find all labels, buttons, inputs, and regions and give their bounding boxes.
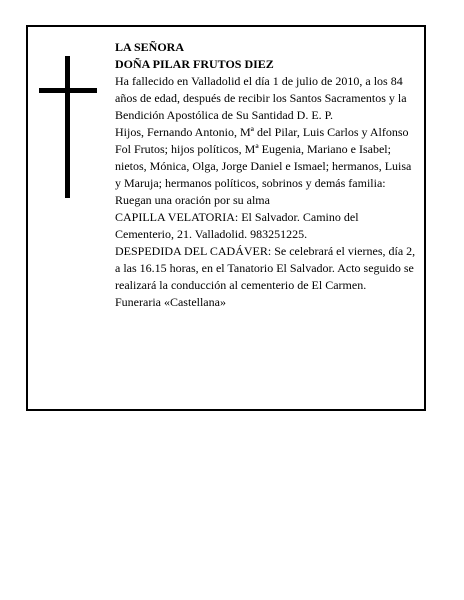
death-announcement: Ha fallecido en Valladolid el día 1 de julio de 2010, a los 84 años de edad, después de recibir los Santos Sacramentos y la Bendición Apostólica de Su Santidad D. E. P. (115, 74, 407, 122)
notice-title: LA SEÑORA (115, 40, 185, 54)
cross-icon (39, 56, 97, 198)
family-list: Hijos, Fernando Antonio, Mª del Pilar, Luis Carlos y Alfonso Fol Frutos; hijos políticos, Mª Eugenia, Mariano e Isabel; nietos, Mónica, Olga, Jorge Daniel e Ismael; hermanos, Luisa y Maruja; hermanos políticos, sobrinos y demás familia: (115, 125, 412, 190)
chapel-info: CAPILLA VELATORIA: El Salvador. Camino del Cementerio, 21. Valladolid. 983251225. (115, 210, 359, 241)
cross-vertical-bar (65, 56, 70, 198)
notice-text (115, 39, 417, 311)
deceased-name: DOÑA PILAR FRUTOS DIEZ (115, 57, 274, 71)
obituary-notice (26, 25, 426, 411)
prayer-request: Ruegan una oración por su alma (115, 193, 270, 207)
cross-horizontal-bar (39, 88, 97, 93)
farewell-info: DESPEDIDA DEL CADÁVER: Se celebrará el viernes, día 2, a las 16.15 horas, en el Tanatorio El Salvador. Acto seguido se realizará la conducción al cementerio de El Carmen. (115, 244, 416, 292)
funeral-home: Funeraria «Castellana» (115, 295, 226, 309)
